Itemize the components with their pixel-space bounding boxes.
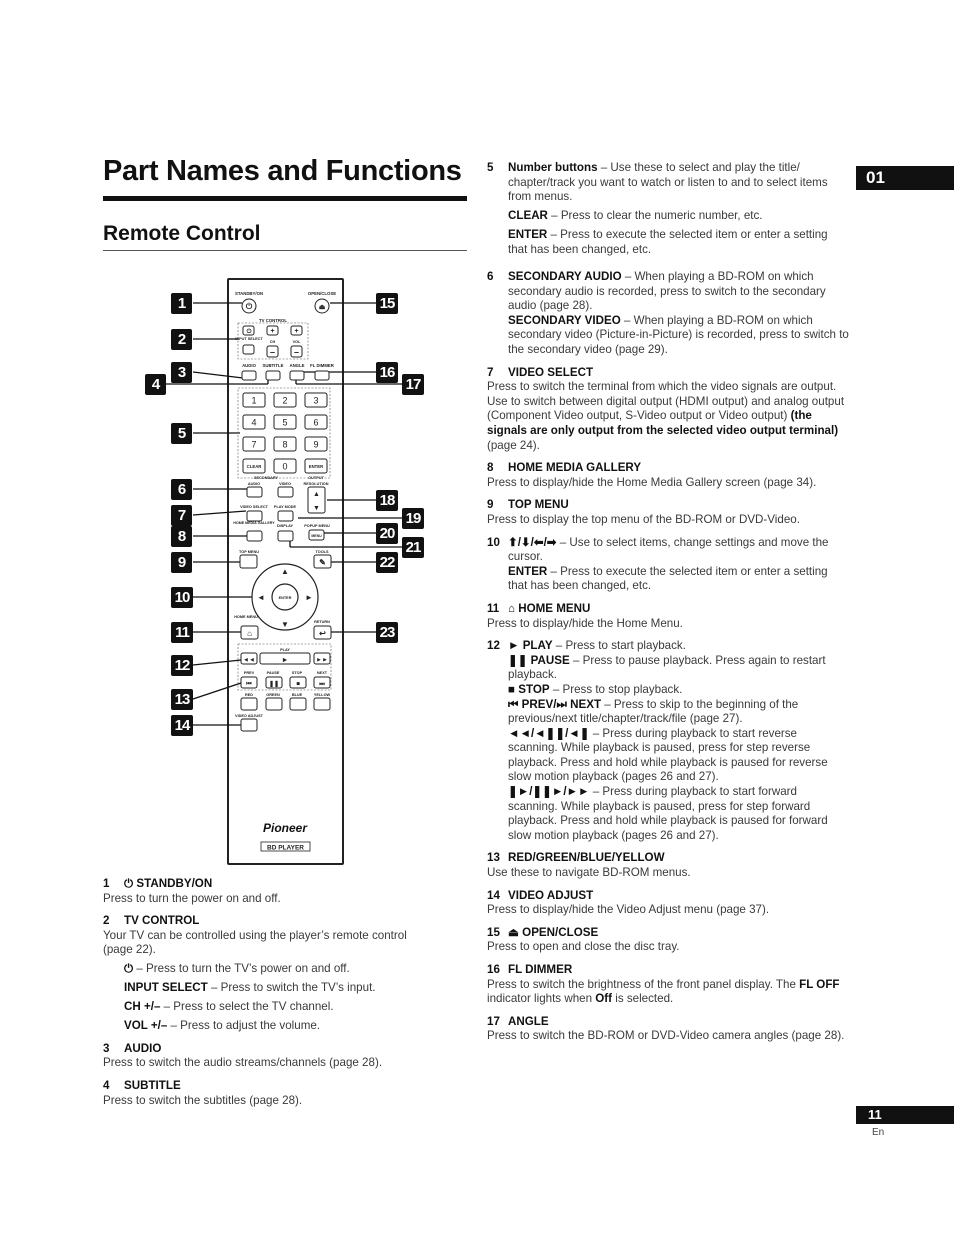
item-description: Press to switch the subtitles (page 28).: [103, 1093, 303, 1107]
number-label: 6: [313, 417, 319, 428]
video-adjust-label: VIDEO ADJUST: [235, 714, 263, 718]
item-description: indicator lights when: [487, 992, 596, 1006]
item-heading: VIDEO SELECT: [508, 365, 594, 379]
number-label: 1: [251, 395, 257, 406]
item-angle: [487, 1015, 849, 1044]
item-top-menu: [487, 498, 849, 527]
item-description: – Press to switch the TV’s input.: [207, 981, 376, 995]
item-description: – When playing a BD-ROM on which secondary audio is recorded, press to switch to the secondary audio (page 28).: [508, 270, 826, 313]
item-number-buttons: [487, 161, 849, 262]
home-menu-label: HOME MENU: [234, 615, 258, 619]
standby-label: STANDBY/ON: [234, 291, 264, 296]
play-icon: ►: [281, 657, 289, 664]
item-subheading: ► PLAY: [508, 639, 553, 653]
number-label: 7: [251, 439, 257, 450]
item-description: is selected.: [612, 992, 674, 1006]
callout-badge: 19: [402, 508, 424, 529]
item-description: – Press to adjust the volume.: [167, 1019, 321, 1033]
callout-badge: 21: [402, 537, 424, 558]
item-playback: [487, 639, 849, 843]
item-number: 14: [487, 888, 500, 902]
item-description: Your TV can be controlled using the player’s remote control (page 22).: [103, 928, 407, 957]
item-heading: RED/GREEN/BLUE/YELLOW: [508, 851, 665, 865]
item-home-media-gallery: [487, 461, 849, 490]
next-icon: ⏭: [319, 681, 325, 688]
callout-badge: 18: [376, 490, 398, 511]
vol-label: VOL: [292, 340, 301, 344]
item-heading: ANGLE: [508, 1014, 549, 1028]
item-description: – Press to turn the TV’s power on and off.: [133, 961, 350, 975]
down-arrow-icon: ▼: [281, 620, 289, 629]
item-emphasis: (the signals are only output from the selected video output terminal): [487, 409, 839, 437]
dpad-enter-label: ENTER: [278, 596, 292, 600]
item-description: – Press to skip to the beginning of the previous/next title/chapter/track/file (page 27).: [508, 697, 799, 726]
item-subheading: ❚►/❚❚►/►►: [508, 785, 590, 799]
item-number: 3: [103, 1041, 110, 1055]
item-description: – Press during playback to start reverse scanning. While playback is paused, press for step reverse playback. Press and hold while playback is paused for reverse slow motion playback (pages 26 and 27).: [508, 726, 828, 784]
left-arrow-icon: ◄: [257, 593, 265, 602]
item-arrows: [487, 536, 849, 594]
number-label: 4: [251, 417, 257, 428]
item-description: – Press to execute the selected item or enter a setting that has been changed, etc.: [508, 228, 828, 256]
item-heading: TV CONTROL: [124, 914, 200, 928]
item-heading: TOP MENU: [508, 498, 569, 512]
item-number: 13: [487, 851, 500, 865]
item-heading: Number buttons: [508, 161, 598, 174]
stop-label: STOP: [291, 671, 303, 675]
callout-badge: 23: [376, 622, 398, 643]
input-select-label: INPUT SELECT: [235, 337, 263, 341]
red-button[interactable]: [241, 698, 257, 710]
item-description: – When playing a BD-ROM on which secondary video (Picture-in-Picture) is recorded, press to switch to the secondary video (page 29).: [508, 313, 849, 357]
item-heading: SECONDARY AUDIO: [508, 270, 622, 284]
yellow-label: YELLOW: [313, 693, 331, 697]
svg-text:►►: ►►: [316, 657, 328, 664]
item-number: 8: [487, 461, 494, 475]
secondary-label: SECONDARY: [253, 476, 279, 480]
number-label: 5: [282, 417, 288, 428]
tools-label: TOOLS: [315, 550, 329, 554]
arrow-icons: ⬆/⬇/⬅/➡: [508, 535, 557, 549]
svg-text:◄◄: ◄◄: [243, 657, 255, 664]
item-emphasis: Off: [595, 992, 613, 1006]
item-description: – Press during playback to start forward scanning. While playback is paused, press for step forward playback. Press and hold while playback is paused for forward slow motion playback (pages 26 and 27).: [508, 785, 828, 842]
eject-icon: ⏏: [318, 304, 326, 311]
pause-label: PAUSE: [266, 671, 280, 675]
callout-badge: 15: [376, 293, 398, 314]
item-subheading: VOL +/–: [124, 1019, 168, 1033]
secondary-audio-button[interactable]: [247, 487, 262, 497]
up-arrow-icon: ▲: [281, 567, 289, 576]
item-description: – Press to stop playback.: [549, 682, 683, 696]
item-number: 17: [487, 1014, 500, 1028]
callout-badge: 9: [171, 552, 192, 573]
item-heading: FL DIMMER: [508, 963, 573, 976]
item-subheading: INPUT SELECT: [124, 981, 208, 995]
item-description: Press to switch the BD-ROM or DVD-Video camera angles (page 28).: [487, 1029, 845, 1043]
top-menu-label: TOP MENU: [239, 550, 259, 554]
callout-badge: 17: [402, 374, 424, 395]
audio-label: AUDIO: [242, 363, 256, 368]
subtitle-label: SUBTITLE: [262, 363, 284, 368]
display-label: DISPLAY: [276, 524, 294, 528]
item-heading: SUBTITLE: [124, 1079, 181, 1093]
play-mode-label: PLAY MODE: [273, 505, 297, 509]
top-menu-button[interactable]: [240, 555, 257, 568]
return-icon: ↩: [319, 629, 326, 638]
item-description: Press to switch the terminal from which the video signals are output. Use to switch between digital output (HDMI output) and analog output (Component Video output, S-Video output or Video output): [487, 380, 845, 423]
fl-dimmer-button[interactable]: [315, 371, 329, 380]
home-icon: ⌂: [508, 601, 519, 615]
item-subheading: ENTER: [508, 564, 548, 578]
item-heading: STANDBY/ON: [136, 877, 213, 890]
item-number: 1: [103, 877, 110, 890]
callout-badge: 11: [171, 622, 193, 643]
item-emphasis: FL OFF: [799, 977, 840, 991]
number-label: 0: [282, 461, 288, 472]
item-heading: HOME MEDIA GALLERY: [508, 461, 642, 475]
svg-text:+: +: [294, 328, 299, 335]
callout-badge: 12: [171, 655, 193, 676]
prev-icon: ⏮: [246, 681, 252, 688]
next-label: NEXT: [316, 671, 328, 675]
angle-label: ANGLE: [289, 363, 305, 368]
item-subheading: SECONDARY VIDEO: [508, 313, 621, 327]
clear-label: CLEAR: [246, 464, 262, 469]
number-label: 9: [313, 439, 319, 450]
svg-text:–: –: [269, 347, 276, 357]
number-label: 3: [313, 395, 319, 406]
callout-badge: 20: [376, 523, 398, 544]
item-description: Press to display/hide the Home Media Gallery screen (page 34).: [487, 475, 817, 489]
callout-badge: 7: [171, 505, 192, 526]
chapter-tab: 01: [856, 166, 954, 190]
power-icon: ⏻: [124, 877, 137, 890]
section-title: Remote Control: [103, 222, 261, 245]
power-icon: ⏻: [124, 961, 134, 975]
callout-badge: 16: [376, 362, 398, 383]
video-select-button[interactable]: [247, 511, 262, 521]
item-description: Press to display/hide the Video Adjust menu (page 37).: [487, 903, 770, 917]
output-label: OUTPUT: [308, 476, 324, 480]
ch-label: CH: [269, 340, 276, 344]
fl-dimmer-label: FL DIMMER: [310, 363, 334, 368]
item-home-menu: [487, 602, 849, 631]
yellow-button[interactable]: [314, 698, 330, 710]
item-heading: VIDEO ADJUST: [508, 888, 594, 902]
item-description: Press to switch the audio streams/channels (page 28).: [103, 1056, 383, 1070]
page-title: Part Names and Functions: [103, 155, 462, 187]
angle-button[interactable]: [290, 371, 304, 380]
blue-label: BLUE: [291, 693, 303, 697]
item-number: 2: [103, 914, 110, 928]
home-icon: ⌂: [247, 629, 252, 638]
callout-badge: 10: [171, 587, 193, 608]
tv-control-label: TV CONTROL: [259, 318, 287, 323]
callout-badge: 14: [171, 715, 193, 736]
item-subheading: ENTER: [508, 228, 548, 242]
item-description: – Press to clear the numeric number, etc.: [547, 209, 763, 223]
play-mode-button[interactable]: [278, 511, 293, 521]
callout-badge: 2: [171, 329, 192, 350]
menu-label: MENU: [311, 534, 322, 538]
page-language: En: [872, 1127, 885, 1138]
item-description: – Use these to select and play the title/ chapter/track you want to watch or listen to and to select items from menus.: [508, 161, 828, 204]
return-label: RETURN: [314, 620, 330, 624]
pause-icon: ❚❚: [268, 681, 280, 688]
tv-power-icon: ⏻: [246, 329, 252, 335]
item-fl-dimmer: [487, 963, 849, 1007]
callout-badge: 1: [171, 293, 192, 314]
popup-menu-label: POPUP MENU: [304, 524, 330, 528]
left-column: [103, 877, 438, 1116]
subtitle-button[interactable]: [266, 371, 280, 380]
item-number: 5: [487, 161, 494, 174]
svg-text:▼: ▼: [313, 505, 320, 512]
item-open-close: [487, 926, 849, 955]
item-subheading: ⏮ PREV/⏭ NEXT: [508, 697, 602, 711]
item-heading: ⏏ OPEN/CLOSE: [508, 925, 599, 939]
item-colors: [487, 851, 849, 880]
item-number: 15: [487, 925, 500, 939]
audio-button[interactable]: [242, 371, 256, 380]
item-audio: [103, 1042, 438, 1071]
item-number: 9: [487, 498, 494, 512]
item-subheading: ❚❚ PAUSE: [508, 653, 570, 667]
item-video-select: [487, 366, 849, 454]
callout-badge: 22: [376, 552, 398, 573]
item-number: 4: [103, 1079, 110, 1093]
svg-text:–: –: [293, 347, 300, 357]
callout-badge: 8: [171, 526, 192, 547]
resolution-label: RESOLUTION: [303, 482, 329, 486]
play-label: PLAY: [280, 648, 290, 652]
item-tv-control: [103, 914, 438, 1034]
item-subheading: ■ STOP: [508, 682, 550, 696]
enter-label: ENTER: [308, 464, 324, 469]
right-column: [487, 161, 849, 1052]
item-number: 12: [487, 639, 500, 653]
prev-label: PREV: [243, 671, 255, 675]
callout-badge: 13: [171, 689, 193, 710]
item-description: – Press to start playback.: [552, 639, 686, 653]
power-icon: ⏻: [245, 302, 253, 311]
right-arrow-icon: ►: [305, 593, 313, 602]
item-number: 6: [487, 270, 494, 284]
item-description: Press to turn the power on and off.: [103, 891, 281, 905]
video-select-label: VIDEO SELECT: [240, 505, 268, 509]
item-number: 7: [487, 365, 494, 379]
item-description: – Use to select items, change settings and move the cursor.: [508, 535, 829, 564]
input-select-button[interactable]: [243, 345, 254, 354]
tools-icon: ✎: [319, 558, 326, 567]
item-standby: [103, 877, 438, 906]
stop-icon: ■: [296, 681, 300, 688]
open-close-label: OPEN/CLOSE: [307, 291, 337, 296]
svg-text:▲: ▲: [313, 491, 320, 498]
home-media-gallery-button[interactable]: [247, 531, 262, 541]
item-number: 16: [487, 963, 500, 976]
item-description: – Press to pause playback. Press again to restart playback.: [508, 653, 826, 682]
item-description: Press to switch the brightness of the front panel display. The: [487, 977, 800, 991]
callout-badge: 4: [145, 374, 166, 395]
green-button[interactable]: [266, 698, 282, 710]
item-subheading: CLEAR: [508, 209, 548, 223]
blue-button[interactable]: [290, 698, 306, 710]
item-subheading: ◄◄/◄❚❚/◄❚: [508, 726, 590, 740]
video-adjust-button[interactable]: [241, 719, 257, 731]
secondary-video-button[interactable]: [278, 487, 293, 497]
home-media-gallery-label: HOME MEDIA GALLERY: [233, 521, 275, 525]
page-number: 11: [856, 1106, 954, 1124]
callout-badge: 6: [171, 479, 192, 500]
item-heading: HOME MENU: [518, 601, 591, 615]
item-number: 11: [487, 601, 500, 615]
display-button[interactable]: [278, 531, 293, 541]
item-description: Press to display the top menu of the BD-ROM or DVD-Video.: [487, 512, 800, 526]
item-subheading: CH +/–: [124, 1000, 161, 1014]
item-video-adjust: [487, 889, 849, 918]
item-description: – Press to execute the selected item or enter a setting that has been changed, etc.: [508, 564, 828, 593]
number-label: 2: [282, 395, 288, 406]
number-label: 8: [282, 439, 288, 450]
item-description: Press to open and close the disc tray.: [487, 940, 680, 954]
model-label: BD PLAYER: [267, 844, 304, 852]
callout-badge: 3: [171, 362, 192, 383]
item-secondary: [487, 270, 849, 358]
item-description: Press to display/hide the Home Menu.: [487, 616, 683, 630]
item-description: Use these to navigate BD-ROM menus.: [487, 866, 691, 880]
item-description: (page 24).: [487, 438, 540, 452]
green-label: GREEN: [266, 693, 280, 697]
callout-badge: 5: [171, 423, 192, 444]
item-number: 10: [487, 535, 500, 549]
item-subtitle: [103, 1079, 438, 1108]
red-label: RED: [244, 693, 254, 697]
secondary-audio-label: AUDIO: [247, 482, 261, 486]
item-heading: AUDIO: [124, 1041, 162, 1055]
item-description: – Press to select the TV channel.: [160, 1000, 334, 1014]
pioneer-logo: Pioneer: [262, 821, 308, 835]
svg-text:+: +: [270, 328, 275, 335]
secondary-video-label: VIDEO: [279, 482, 291, 486]
